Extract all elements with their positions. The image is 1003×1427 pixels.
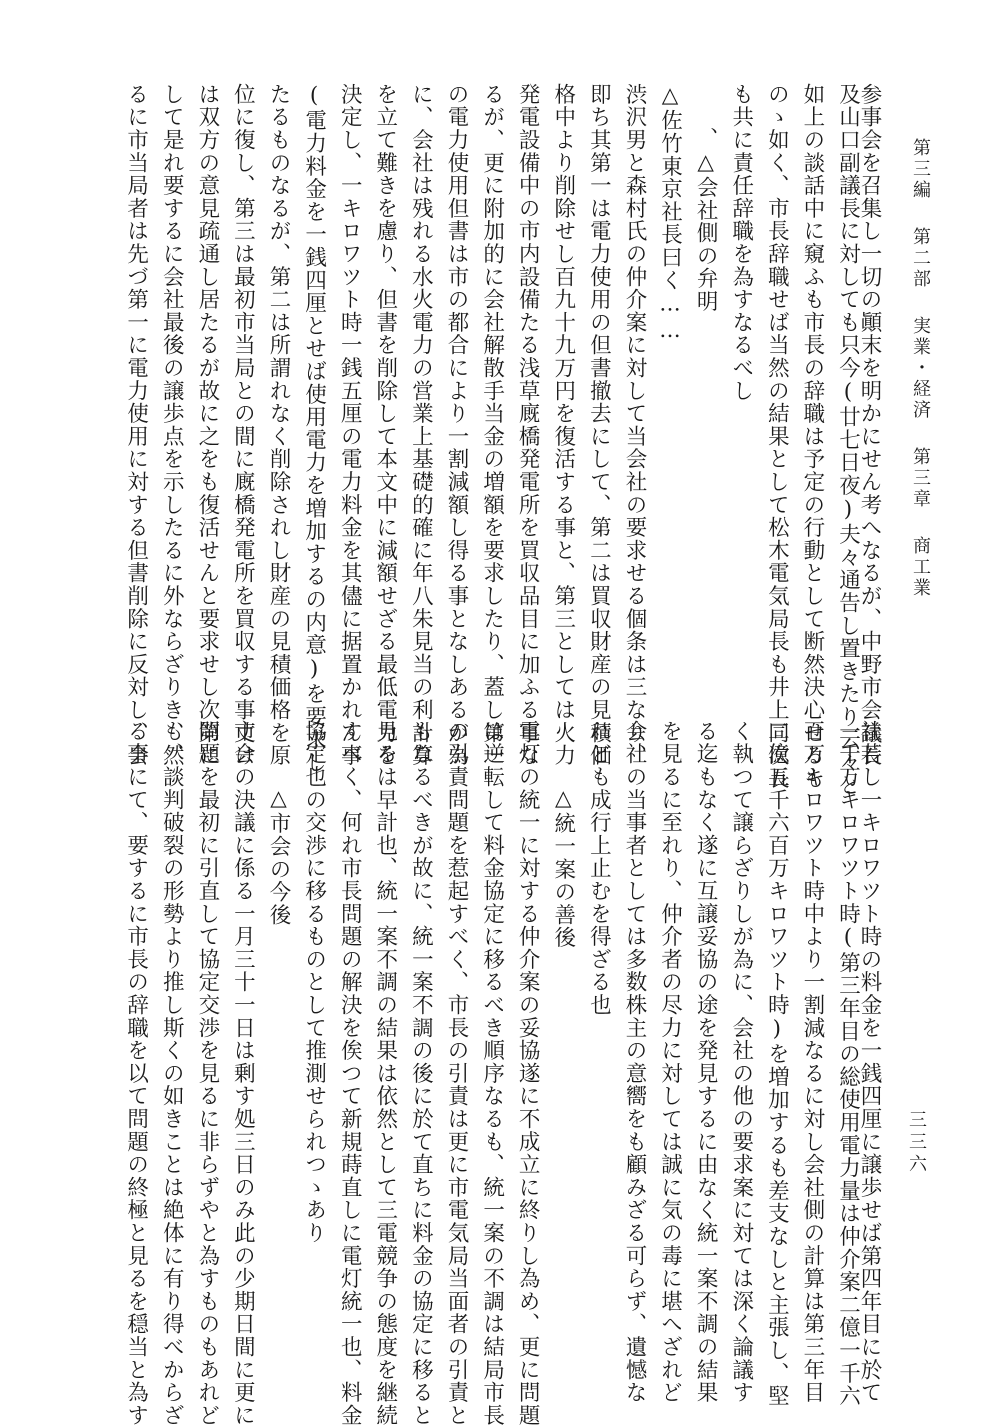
text-column: を見るに至れり、仲介者の尽力に対しては誠に気の毒に堪へざれど [657,720,683,1404]
text-column: 発電設備中の市内設備たる浅草廐橋発電所を買収品目に加ふる事な [515,83,541,767]
section-heading: △佐竹東京社長曰く…… [657,83,683,345]
text-column: たるものなるが、第二は所謂れなく削除されし財産の見積価格を原 [266,83,291,767]
text-column: 及山口副議長に対しても只今(廿七日夜)夫々通告し置きたり云々と [835,83,861,797]
text-column: る迄もなく遂に互譲妥協の途を発見するに由なく統一案不調の結果 [693,720,719,1404]
text-column: 百万キロワツト時中より一割減なるに対し会社側の計算は第三年目 [799,720,825,1404]
text-column: 市会の決議に係る一月三十一日は剰す処三日のみ此の少期日間に更に [230,720,256,1427]
header-subject: 実業・経済 [910,316,931,421]
text-column: は双方の意見疏通し居たるが故に之をも復活せんと要求せし次第に [194,83,220,767]
text-column: 一千万キロワツト時(第三年目の総使用電力量は仲介案二億一千六 [835,720,861,1408]
text-column: 格中より削除せし百九十九万円を復活する事と、第三としては火力 [550,83,576,767]
text-column: して是れ要するに会社最後の譲歩点を示したるに外ならざりき、然 [159,83,185,767]
text-column: るが、更に附加的に会社解散手当金の増額を要求したり、蓋し第一 [479,83,505,767]
header-chapter: 第三章 [910,447,931,510]
text-column: に、会社は残れる水火電力の営業上基礎的確に年八朱見当の利計算 [408,83,434,767]
text-column: 社若し一キロワツト時の料金を一銭四厘に譲歩せば第四年目に於て [857,720,882,1404]
lower-text-block [111,720,882,1427]
text-column: すべく、何れ市長問題の解決を俟つて新規蒔直しに電灯統一也、料金 [337,720,363,1427]
text-column: 問題を最初に引直して協定交渉を見るに非らずやと為すものもあれど [194,720,220,1427]
text-column: く執つて譲らざりしが為に、会社の他の要求案に対ては深く論議す [728,720,754,1404]
text-column: の電力使用但書は市の都合により一割減額し得る事となしあるが為 [443,83,469,767]
section-heading: △市会の今後 [266,786,291,927]
text-column: るに市当局者は先づ第一に電力使用に対する但書削除に反対し、会 [123,83,149,767]
running-header [911,138,929,698]
text-column: 位に復し、第三は最初市当局との間に廐橋発電所を買収する事丈け [230,83,256,767]
text-column: は逆転して料金協定に移るべき順序なるも、統一案の不調は結局市長 [479,720,505,1427]
text-column: のゝ如く、市長辞職せば当然の結果として松木電気局長も井上同次長 [764,83,790,790]
text-column: 即ち其第一は電力使用の但書撤去にして、第二は買収財産の見積価 [586,83,612,767]
header-chapter-title: 商工業 [910,536,931,599]
text-column: もなるべきが故に、統一案不調の後に於て直ちに料金の協定に移ると [408,720,434,1427]
header-part: 第三編 [910,138,931,201]
text-column: 渋沢男と森村氏の仲介案に対して当会社の要求せる個条は三なり、 [621,83,647,767]
text-column: 協定也の交渉に移るものとして推測せられつゝあり [301,720,327,1245]
text-column: (電力料金を一銭四厘とせば使用電力を増加するの内意)を要求し [301,83,327,774]
text-column: 電灯の統一に対する仲介案の妥協遂に不成立に終りし為め、更に問題 [515,720,541,1427]
text-column: の引責問題を惹起すべく、市長の引責は更に市電気局当面者の引責と [443,720,469,1427]
text-column: 見るは早計也、統一案不調の結果は依然として三電競争の態度を継続 [372,720,398,1427]
text-column: も、談判破裂の形勢より推し斯くの如きことは絶体に有り得べからざ [159,720,185,1427]
text-column: 会社の当事者としては多数株主の意嚮をも顧みざる可らず、遺憾な [621,720,647,1404]
text-column: を立て難きを慮り、但書を削除して本文中に減額せざる最低電力を [372,83,398,767]
section-heading: △統一案の善後 [550,786,576,950]
text-column: 二億五千六百万キロワツト時)を増加するも差支なしと主張し、堅 [764,720,790,1408]
text-column: も共に責任辞職を為すなるべし [728,83,754,403]
header-section: 第二部 [910,227,931,290]
text-column: 参事会を召集し一切の顚末を明かにせん考へなるが、中野市会議長 [857,83,882,767]
page-number: 三三六 [906,1110,927,1176]
text-column: 決定し、一キロワツト時一銭五厘の電力料金を其儘に据置かれん事 [337,83,363,767]
text-column: 如上の談話中に窺ふも市長の辞職は予定の行動として断然決心せるも [799,83,825,790]
upper-text-block [111,83,882,797]
text-column: る事にて、要するに市長の辞職を以て問題の終極と見るを穏当と為す [123,720,149,1427]
text-column: れども成行上止むを得ざる也 [586,720,612,1017]
section-heading: 、△会社側の弁明 [693,127,719,313]
